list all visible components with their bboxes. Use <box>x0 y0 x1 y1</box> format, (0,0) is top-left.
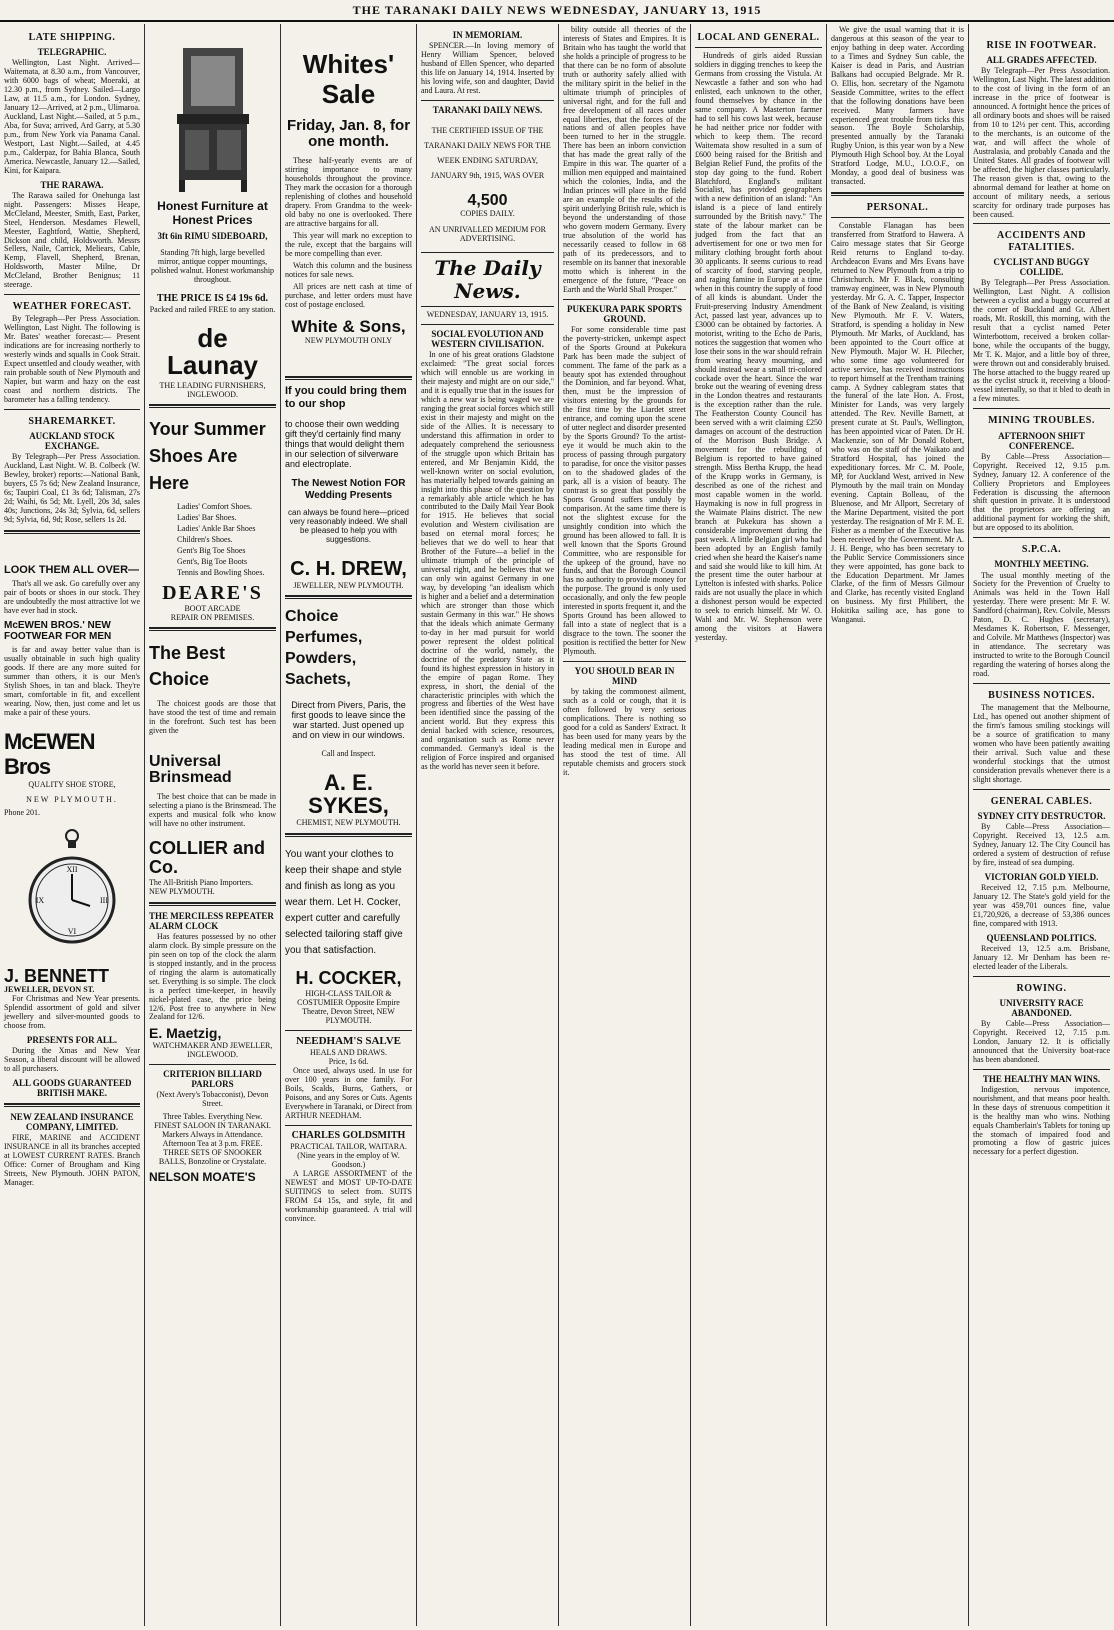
whites-town: NEW PLYMOUTH ONLY <box>304 336 393 346</box>
de-launay-town: INGLEWOOD. <box>187 389 238 399</box>
business-text: The management that the Melbourne, Ltd., has opened out another shipment of the firm's famous smiling stockings will be a source of gratification to many women who have been patiently awaiting their arrival. Such value and these wonderful stockings that the utmost consideration prevails whenever there is a slight shortage. <box>973 703 1110 784</box>
bear-in-mind-heading: YOU SHOULD BEAR IN MIND <box>574 666 675 687</box>
divider <box>285 833 412 837</box>
accidents-heading: ACCIDENTS AND FATALITIES. <box>996 230 1086 253</box>
column-5 <box>559 24 690 1626</box>
weather-text: By Telegraph—Per Press Association. Wellington, Last Night. The following is Mr. Bates' weather forecast:— Present indications are for increasing northerly to westerly winds and squalls in Cook Strait. Expect unsettled and cloudy weather, with rain probable south of New Plymouth and Napier, but warm and hazy on the east coast and northern districts. The barometer has a falling tendency. <box>4 314 140 404</box>
sideboard-packing: Packed and railed FREE to any station. <box>149 305 276 315</box>
wedding-gift-text: to choose their own wedding gift they'd certainly find many things that would delight them in our selection of silverware and electroplate. <box>285 418 405 470</box>
bear-in-mind-text: by taking the commonest ailment, such as a cold or cough, that it is often followed by very serious complications. There is nothing so good for a cold as Sanders' Extract. It has been used for many years by the leading medical men in Europe and has stood the test of time. All reputable chemists and grocers stock it. <box>563 687 686 777</box>
divider <box>4 409 140 410</box>
list-item: Ladies' Bar Shoes. <box>177 513 237 523</box>
svg-text:III: III <box>100 896 108 906</box>
svg-text:XII: XII <box>66 865 78 875</box>
divider <box>973 408 1110 409</box>
repeater-heading: THE MERCILESS REPEATER ALARM CLOCK <box>149 910 274 931</box>
divider <box>563 299 686 300</box>
footwear-subheading: ALL GRADES AFFECTED. <box>986 55 1097 66</box>
divider <box>4 530 140 534</box>
best-choice-text: The choicest goods are those that have stood the test of time and remain in the forefront. Such test has been given the <box>149 698 276 735</box>
list-item: Children's Shoes. <box>177 535 233 545</box>
goldsmith-sub: PRACTICAL TAILOR, WAITARA. <box>290 1141 407 1151</box>
needham-sub: HEALS AND DRAWS. <box>310 1048 387 1058</box>
brinsmead-heading: Universal Brinsmead <box>149 752 232 787</box>
cables-subheading: SYDNEY CITY DESTRUCTOR. <box>977 810 1106 821</box>
criterion-sub: (Next Avery's Tobacconist), Devon Street. <box>156 1090 269 1109</box>
memoriam-heading: IN MEMORIAM. <box>452 30 523 40</box>
divider <box>149 627 276 631</box>
spca-subheading: MONTHLY MEETING. <box>994 559 1089 570</box>
presents-heading: PRESENTS FOR ALL. <box>26 1035 118 1046</box>
divider <box>421 324 554 325</box>
goldsmith-text: (Nine years in the employ of W. Goodson.) <box>297 1150 400 1169</box>
wedding-gift-heading: If you could bring them to our shop <box>285 385 407 410</box>
list-item: Gent's Big Toe Shoes <box>177 546 246 556</box>
criterion-saloon: FINEST SALOON IN TARANAKI. <box>154 1121 271 1131</box>
bennett-heading: J. BENNETT <box>4 966 110 987</box>
whites-text-3: Watch this column and the business notices for sale news. <box>285 260 412 279</box>
divider <box>149 1064 276 1065</box>
local-general-text: Hundreds of girls aided Russian soldiers in digging trenches to keep the Germans from crossing the Vistula. At Newcastle a father and son who had enlisted, each unknown to the other, found themselves by chance in the same company. A Masterton farmer had to sell his cows last week, because he had neither price nor fodder with which to keep them. The record Waitemata show resulted in a sum of £600 being raised for the British and Belgian Relief Fund, the profits of the stop day going to the fund. Robert Blatchford, England's militant Socialist, has provided geographers with a new definition of an island: "An island is a piece of land entirely surrounded by the British navy." The state of the labour market can be judged from the fact that an advertisement for one or two men for military clothing brought forth about 30 applicants. It seems curious to read of scarcity of food, starving people, and raging famine in Europe at a time when in this country the supply of food of all kinds is abundant. Under the Fruit-preserving Industry Amendment Act, passed last year, advances up to £3000 can be obtained by factories. A motorist, writing to the Echo de Paris, notices the suggestion that women who lose their sons in the war should refrain from wearing heavy mourning, and should instead wear a small tri-colored cockade over the heart. Since the war broke out the wearing of evening dress in the London theatres and restaurants is the exception rather than the rule. The Featherston County Council has been served with a writ claiming £250 damages on account of the destruction of the Morrison Bush Bridge. A movement for the rebuilding of Belgium is reported to have gained strength. Miss Bertha Krupp, the head of the Krupp works in Germany, is described as one of the richest and most capable women in the world. Haymaking is now in full progress in the Waimate Plains district. The new branch at Pukekura has shown a considerable improvement during the past week. A little Belgian girl who had been adopted by an English family cried when she heard the Kaiser's name and said she would like to kill him. At the present time the outer harbour at Lyttelton is infested with sharks. Police raids are not usually the place in which a dishonest person would be expected to seek to enrich himself. Mr W. O. Wahl and Mr. W. Stephenson were among the visitors at Hawera yesterday. <box>695 51 822 643</box>
whites-sale-heading: Whites' Sale <box>302 49 395 109</box>
cocker-sub: HIGH-CLASS TAILOR & COSTUMIER Opposite Empire Theatre, Devon Street, NEW PLYMOUTH. <box>297 988 400 1025</box>
circulation-heading: TARANAKI DAILY NEWS. <box>432 104 543 115</box>
svg-text:VI: VI <box>67 927 77 937</box>
qld-text: Received 13, 12.5 a.m. Brisbane, January 12. Mr Denham has been re-elected leader of the Liberals. <box>973 943 1110 971</box>
rowing-subheading: UNIVERSITY RACE ABANDONED. <box>999 997 1084 1018</box>
sykes-sub: CHEMIST, NEW PLYMOUTH. <box>296 818 401 828</box>
goldsmith-heading: CHARLES GOLDSMITH <box>291 1129 406 1141</box>
de-launay-logo: de Launay <box>166 322 259 381</box>
rowing-text: By Cable—Press Association—Copyright. Received 12, 7.15 p.m. London, January 12. It is officially announced that the University boat-race has been abandoned. <box>973 1018 1110 1064</box>
criterion-sets: THREE SETS OF SNOOKER BALLS, Bonzoline or Crystalate. <box>158 1147 267 1166</box>
divider <box>973 223 1110 224</box>
sykes-logo: A. E. SYKES, <box>308 769 389 819</box>
sideboard-price: THE PRICE IS £4 19s 6d. <box>156 292 269 304</box>
cocker-logo: H. COCKER, <box>295 968 402 989</box>
local-general-continued: We give the usual warning that it is dangerous at this season of the year to enjoy bathing in deep water. According to a Times and Sydney Sun cable, the Kaiser is dead in Paris, and Austrian Balkans had occupied Belgrade. Mr R. O. Ellis, hon. secretary of the Ngamotu Seaside Committee, writes to the effect that the following donations have been received. Many farmers have experienced great trouble from ticks this season. The Boyle Scholarship, presented annually by the Taranaki Rugby Union, is this year won by a New Plymouth High School boy. At the Loyal Stratford Lodge, M.U., I.O.O.F., on Monday, a good deal of business was transacted. <box>831 25 964 187</box>
presents-text: During the Xmas and New Year Season, a liberal discount will be allowed to all purchasers. <box>4 1046 140 1074</box>
criterion-markers: Markers Always in Attendance. <box>162 1129 263 1139</box>
divider <box>421 306 554 307</box>
newest-notion-text: can always be found here—priced very reasonably indeed. We shall be pleased to help you with suggestions. <box>288 507 409 544</box>
perfumes-text: Direct from Pivers, Paris, the first goods to leave since the war started. Just opened up and on view in our windows. <box>291 699 406 740</box>
divider <box>4 1103 140 1107</box>
guaranteed-text: ALL GOODS GUARANTEED BRITISH MAKE. <box>12 1078 132 1099</box>
newest-notion-heading: The Newest Notion FOR Wedding Presents <box>291 478 406 501</box>
mcewen-phone: Phone 201. <box>4 808 40 818</box>
accidents-text: By Telegraph—Per Press Association. Wellington, Last Night. A collision between a cyclist and a buggy occurred at the corner of Buckland and Gt. Albert roads, Mt. Roskill, this morning, with the result that a cyclist named Peter Winterbottom, received a broken collar-bone, while the occupants of the buggy, Mr T. K. Major, and a little boy of three, were thrown out and considerably bruised. The horse attached to the buggy reared up as the cyclist struck it, receiving a blood-vessel internally, so that it bled to death in a few minutes. <box>973 278 1110 404</box>
column-1 <box>0 24 144 1626</box>
maetzig-logo: E. Maetzig, <box>149 1025 222 1042</box>
column-3 <box>281 24 416 1626</box>
gold-text: Received 12, 7.15 p.m. Melbourne, January 12. The State's gold yield for the year was 459,701 ounces fine, value £1,720,926, a decrease of 53,386 ounces fine, compared with 1913. <box>973 882 1110 928</box>
divider <box>973 537 1110 538</box>
mcewen-town: NEW PLYMOUTH. <box>26 795 118 805</box>
whites-firm: White & Sons, <box>291 316 406 336</box>
spca-text: The usual monthly meeting of the Society for the Prevention of Cruelty to Animals was held in the Town Hall yesterday. There were present: Mr F. W. Sandford (chairman), Rev. Colvile, Messrs Paton, D. C. Hughes (secretary), Mesdames K. Robertson, F. Messenger, and Colvile. Mr Matthews (Inspector) was in attendance. The secretary was instructed to write to the Borough Council regarding the watering of horses along the road. <box>973 570 1111 679</box>
qld-heading: QUEENSLAND POLITICS. <box>986 932 1097 943</box>
drew-sub: JEWELLER, NEW PLYMOUTH. <box>293 580 404 590</box>
daily-news-logo: The Daily News. <box>434 256 541 303</box>
local-general-heading: LOCAL AND GENERAL. <box>697 32 820 43</box>
footwear-text: By Telegraph—Per Press Association. Wellington, Last Night. The latest addition to the cost of living in the form of an increase in the price of footwear is announced. A fortnight hence the prices of all ordinary boots and shoes will be raised from 10 to 12½ per cent. This, according to the merchants, is an outcome of the war, and will affect the whole of Australasia, and probably Canada and the United States. All grades of footwear will be affected, the higher classes particularly. The reason given is that, owing to the abnormal demand for leather at home on account of military needs, a serious scarcity for ordinary trade purposes has been caused. <box>973 66 1110 219</box>
circulation-medium: AN UNRIVALLED MEDIUM FOR ADVERTISING. <box>429 225 546 244</box>
needham-heading: NEEDHAM'S SALVE <box>295 1034 402 1047</box>
column-2 <box>145 24 280 1626</box>
divider <box>695 47 822 48</box>
repeater-text: Has features possessed by no other alarm clock. By simple pressure on the pin seen on top of the clock the alarm is stopped instantly, and in the process of ringing the alarm is automatically set. Everything is so simple. The clock is a perfect time-keeper, in heavily nickel-plated case, the price being 12/6. Post free to anywhere in New Zealand for 12/6. <box>149 931 276 1022</box>
sideboard-text: Standing 7ft high, large bevelled mirror, antique copper mountings, polished walnut. Honest workmanship throughout. <box>150 248 275 284</box>
rarawa-text: The Rarawa sailed for Onehunga last night. Passengers: Misses Heape, McCleland, Meester, Smith, East, Parker, Steel, Henderson. Mesdames Flewell, Meester, Eaghtford, Wattie, Shepherd, Dickson and child, Holdsworth. Messrs Sellers, Naile, Carrick, Meliears, Cable, Kemp, Flavell, Shepherd, Brenan, Holdsworth, Master Milne, Dr McCleland, Brother Benignus; 11 steerage. <box>4 190 140 290</box>
editorial-continued: bility outside all theories of the interests of States and Empires. It is Britain who has taught the world that she holds a principle of progress to be that there can be no form of absolute truth or authority safely allied with the military spirit in the belief in the ultimate triumph of principles of universal right, and for the full and free development of all races under equal liberties, that the forces of the nations and of allen peoples have been turned to her in the struggle. There has been an inborn conviction that has made the great rally of the Empire in this war. The quarter of a million men equipped and maintained which the colonies, India, and the Indian princes will place in the field are an example of the results of the spirit underlying British rule, which is beyond the understanding of those who govern modern Germany. Every true absolution of the world has necessarily ceased to follow in 68 path of its predecessors, and to resemble on its banner that inexorable motto which is inherent in the emergence of the future, "Peace on Earth and the World Shall Prosper." <box>563 25 686 294</box>
brinsmead-text: The best choice that can be made in selecting a piano is the Brinsmead. The experts and musical folk who know will have no other instrument. <box>149 792 276 829</box>
personal-text: Constable Flanagan has been transferred from Stratford to Hawera. A Cairo message states that Sir George Reid returns to England to-day. Archdeacon Evans and Mrs Evans have returned to New Plymouth from a trip to Christchurch. Mr F. Black, consulting tramway engineer, was in New Plymouth yesterday. Mr G. A. C. Tapper, Inspector of the Bank of New Zealand, is visiting New Plymouth. Mr F. V. Waters, Stratford, is spending a holiday in New Plymouth. Mr Marks, of Auckland, has been appointed to the Court office at New Plymouth. Major W. H. Pilecher, who some time ago volunteered for active service, has received instructions to report himself at the Trentham training camp. A Sydney cablegram states that the funeral of the late Hon. A. Frost, Minister for Lands, was very largely attended. The Rev. Neville Barnett, at present curate at St. Paul's, Wellington, has been appointed vicar of Paten. Dr H. Mackenzie, son of Mr Donald Robert, who was on the staff of the Waikato and Stratford Hospital, has joined the expeditionary forces. Mr C. M. Poole, MP, for Auckland West, arrived in New Plymouth by the mail train on Monday evening. Captain Bolleau, of the Bluenose, and Mr Allport, Secretary of the Marine Department, visited the port yesterday. The resignation of Mr F. M. E. Fisher as a member of the Executive has been received by the Government. Mr A. J. H. Benge, who has been secretary to the Public Service Commissioners since they were appointed, has gone back to the Education Department. Mr James Clarke, of the firm of Messrs Gilmour and Clarke, has recently visited England on business. My first Philibert, the Hokitika sailing ace, has gone to Wanganui. <box>831 221 964 625</box>
masthead: THE TARANAKI DAILY NEWS WEDNESDAY, JANUARY 13, 1915 <box>0 0 1114 22</box>
pukekura-text: For some considerable time past the poverty-stricken, unkempt aspect of the Sports Ground at Pukekura Park has been made the subject of comment. The fame of the park as a beauty spot has extended throughout the Dominion, and far beyond. What, then, must be the impression of visitors entering by the grounds for the first time by the Liardet street entrance, and coming upon the scene of utter neglect and disorder presented by the Sports Ground? To the artist-eye it would be much akin to the process of passing through purgatory to paradise, for once the visitor passes on to the shadowed glades of the park, all is a vision of beauty. The contrast is so great that possibly the Sports Ground suffers unduly by comparison. At the same time there is not the slightest excuse for the unsightly condition into which the ground has been allowed to fall. It is well known that the Sports Ground Committee, who are responsible for the upkeep of the ground, have no funds, and that the Borough Council has no authority to provide money for the purpose. The ground is only used occasionally, and only the few people interested in sports frequent it, and the Sports Ground has been allowed to fall into a state of neglect that is a disgrace to the town. The sooner the position is rectified the better for New Plymouth. <box>563 324 686 657</box>
maetzig-sub: WATCHMAKER AND JEWELLER, INGLEWOOD. <box>152 1041 273 1060</box>
whites-text-2: This year will mark no exception to the rule, except that the bargains will be more compelling than ever. <box>285 230 412 258</box>
goldsmith-text-2: A LARGE ASSORTMENT of the NEWEST and MOST UP-TO-DATE SUITINGS to select from. SUITS FROM £4 15s, and style, fit and workmanship guaranteed. A trial will convince. <box>285 1168 412 1223</box>
editorial-text: In one of his great orations Gladstone exclaimed: "The great social forces which will ennoble us are working in their majesty and might are on our side," and it is equally true that in the issues for which a new war is being waged we are ranging the great social forces which still exist in their majesty and might on the side of the Allies. It is necessary to understand this affirmation in order to adequately comprehend the seriousness of the struggle upon which Britain has entered, and Mr Benjamin Kidd, the well-known writer on social evolution, has materially helped towards gaining an insight into this phase of the question by a remarkably able article which he has contributed to the Daily Mail Year Book for 1915. He believes that social evolution and Western civilisation are based on eternal moral forces; he believes that we do well to hear that Brother of the Future—a belief in the ultimate triumph of the principle of universal right, and he believes that we can only win against Germany in one way, by developing "an idealism which is higher and a belief and a determination which are stronger than those which sustain Germany in this war." He shows that the ideals which animate Germany to-day in her mad pursuit for world power represent the oldest political doctrine of the world, namely, the doctrine of the predatory State as it found its highest expression in history in the empire of pagan Rome. They express, in short, the denial of the characteristic principles with which the progress and liberties of the West have been identified since the passing of the ancient world. But they express this denial backed with science, resources, and organisation such as Rome never commanded. Germany's ideal is the religion of Force inspired and organised as the world has never seen it before. <box>421 350 554 772</box>
spca-heading: S.P.C.A. <box>1021 544 1062 556</box>
criterion-heading: CRITERION BILLIARD PARLORS <box>163 1069 262 1090</box>
healthy-heading: THE HEALTHY MAN WINS. <box>982 1073 1101 1084</box>
nelson-moates-logo: NELSON MOATE'S <box>149 1169 256 1184</box>
issue-date: WEDNESDAY, JANUARY 13, 1915. <box>426 310 549 320</box>
look-text: That's all we ask. Go carefully over any pair of boots or shoes in our stock. They are undoubtedly the most attractive lot we have ever had in stock. <box>4 579 140 616</box>
circulation-text-2: COPIES DAILY. <box>460 208 515 218</box>
divider <box>421 252 554 253</box>
divider <box>149 902 276 906</box>
collier-sub: The All-British Piano Importers. <box>149 877 253 887</box>
furniture-heading: Honest Furniture at Honest Prices <box>157 199 268 227</box>
cocker-text: You want your clothes to keep their shape and style and finish as long as you wear them. Let H. Cocker, expert cutter and carefully selected tailoring staff give you that satisfaction. <box>285 849 403 957</box>
footwear-heading: RISE IN FOOTWEAR. <box>986 40 1097 51</box>
divider <box>149 404 276 408</box>
mcewen-sub: QUALITY SHOE STORE, <box>28 780 116 790</box>
divider <box>285 1030 412 1031</box>
deares-sub: BOOT ARCADE <box>184 603 241 613</box>
divider <box>285 376 412 380</box>
whites-text-4: All prices are nett cash at time of purchase, and letter orders must have cost of postage enclosed. <box>285 281 412 309</box>
list-item: Gent's, Big Toe Boots <box>177 557 248 567</box>
rarawa-heading: THE RARAWA. <box>40 179 104 190</box>
stock-exchange-subheading: AUCKLAND STOCK EXCHANGE. <box>29 431 115 452</box>
divider <box>831 192 964 196</box>
nz-insurance-heading: NEW ZEALAND INSURANCE COMPANY, LIMITED. <box>10 1112 134 1133</box>
divider <box>4 294 140 295</box>
shoes-list <box>177 503 276 578</box>
rowing-heading: ROWING. <box>1016 982 1067 994</box>
column-6 <box>691 24 826 1626</box>
telegraphic-subheading: TELEGRAPHIC. <box>37 47 107 58</box>
pukekura-heading: PUKEKURA PARK SPORTS GROUND. <box>566 303 683 324</box>
list-item: Ladies' Comfort Shoes. <box>177 502 252 512</box>
mcewen-heading: McEWEN BROS.' NEW FOOTWEAR FOR MEN <box>4 620 112 643</box>
sideboard-heading: 3ft 6in RIMU SIDEBOARD, <box>157 230 268 241</box>
cables-heading: GENERAL CABLES. <box>990 795 1093 807</box>
circulation-number: 4,500 <box>467 191 508 209</box>
whites-sale-date: Friday, Jan. 8, for one month. <box>286 116 411 150</box>
mining-subheading: AFTERNOON SHIFT CONFERENCE. <box>998 430 1085 451</box>
divider <box>973 683 1110 684</box>
best-choice-heading: The Best Choice <box>149 643 226 689</box>
mining-heading: MINING TROUBLES. <box>988 415 1095 427</box>
column-8 <box>969 24 1114 1626</box>
business-heading: BUSINESS NOTICES. <box>988 689 1095 701</box>
mining-text: By Cable—Press Association—Copyright. Received 12, 9.15 p.m. Sydney, January 12. A conference of the Colliery Proprietors and Employees Federation is discussing the afternoon shift question in private. It is understood that the proprietors are offering an additional payment for working the shift, but are opposed to its abolition. <box>973 451 1110 533</box>
criterion-tables: Three Tables. Everything New. <box>162 1112 263 1122</box>
mcewen-logo: McEWEN Bros <box>4 729 95 779</box>
bennett-sub: JEWELLER, DEVON ST. <box>4 985 95 995</box>
gold-heading: VICTORIAN GOLD YIELD. <box>984 871 1099 882</box>
memoriam-text: SPENCER.—In loving memory of Henry William Spencer, beloved husband of Ellen Spencer, who departed this life on January 14, 1914. Inserted by his loving wife, son and daughter, David and Laura. At rest. <box>421 41 554 95</box>
deares-logo: DEARE'S <box>162 582 263 605</box>
divider <box>831 217 964 218</box>
svg-text:IX: IX <box>35 896 45 906</box>
healthy-text: Indigestion, nervous impotence, nourishment, and that means poor health. In these days of strenuous competition it is the healthy man who wins. Nothing equals Chamberlain's Tablets for toning up the stomach of impaired food and promoting a flow of gastric juices necessary for a perfect digestion. <box>973 1084 1110 1157</box>
collier-town: NEW PLYMOUTH. <box>149 886 215 896</box>
divider <box>973 1069 1110 1070</box>
divider <box>285 595 412 599</box>
sharemarket-text: By Telegraph—Per Press Association. Auckland, Last Night. W. B. Colbeck (W. Bewley, broker) reports:—National Bank, buyers, £5 7s 6d; New Zealand Insurance, 6s; Taupiri Coal, £1 3s 6d; Talisman, 27s 2d; Waihi, 6s 5d; Mt. Lyell, 20s 3d, sales 40s; Junctions, 24s 3d; Sylvia, 6d, sellers 9d; Sylvia, 6d, 9d; Rose, sellers 1s 2d. <box>4 452 140 524</box>
shipping-text: Wellington, Last Night. Arrived—Waitemata, at 8.30 a.m., from Vancouver, with 6000 bags of wheat; Moeraki, at 12.30 p.m., from Sydney. Sailed—Largo Law, at 11.5 a.m., for London. Sydney, January 12—Arrived, at 2 p.m., Ulimaroa. Auckland, Last Night.—Sailed, at 5 p.m., Aba, for Suva; arrived, Ard Garry, at 5.30 p.m., from New York via Panama Canal. Westport, Last Night.—Sailed, at 4.45 p.m., Calderpaz, for Bahia Blanca, South America. Newcastle, January 12.—Sailed, Kini, for Kaipara. <box>4 58 140 175</box>
divider <box>973 789 1110 790</box>
call-inspect: Call and Inspect. <box>321 748 376 758</box>
circulation-text: THE CERTIFIED ISSUE OF THE TARANAKI DAILY NEWS FOR THE WEEK ENDING SATURDAY, JANUARY 9th, 1915, WAS OVER <box>424 125 551 181</box>
accidents-subheading: CYCLIST AND BUGGY COLLIDE. <box>993 256 1090 277</box>
column-4 <box>417 24 558 1626</box>
bennett-text: For Christmas and New Year presents. Splendid assortment of gold and silver jewellery and silver-mounted goods to choose from. <box>4 994 140 1031</box>
whites-text: These half-yearly events are of stirring importance to many households throughout the province. They mark the occasion for a thorough replenishing of clothes and household drapery. From Grandma to the week-old baby no one is overlooked. There are attractive bargains for all. <box>285 156 412 228</box>
weather-heading: WEATHER FORECAST. <box>12 301 132 313</box>
sideboard-illustration <box>173 44 253 196</box>
divider <box>973 976 1110 977</box>
list-item: Ladies' Ankle Bar Shoes <box>177 524 256 534</box>
divider <box>421 100 554 101</box>
sharemarket-heading: SHAREMARKET. <box>28 415 116 427</box>
nz-insurance-text: FIRE, MARINE and ACCIDENT INSURANCE in all its branches accepted at LOWEST CURRENT RATES. Branch Office: Corner of Brougham and King Streets, New Plymouth. JOHN PATON, Manager. <box>4 1133 140 1188</box>
drew-logo: C. H. DREW, <box>290 557 407 580</box>
editorial-heading: SOCIAL EVOLUTION AND WESTERN CIVILISATION. <box>431 329 544 350</box>
divider <box>285 1125 412 1126</box>
collier-logo: COLLIER and Co. <box>149 838 265 877</box>
needham-text: Once used, always used. In use for over 100 years in one family. For Boils, Scalds, Burns, Gathers, or Poisons, and any Sores or Cuts. Agents Everywhere in Taranaki, or Direct from ARTHUR NEEDHAM. <box>285 1066 412 1120</box>
pocket-watch-icon <box>28 826 116 958</box>
needham-price: Price, 1s 6d. <box>328 1057 369 1067</box>
perfumes-heading: Choice Perfumes, Powders, Sachets, <box>285 608 363 688</box>
de-launay-sub: THE LEADING FURNISHERS, <box>159 380 266 390</box>
divider <box>563 661 686 662</box>
column-7 <box>827 24 968 1626</box>
deares-repair: REPAIR ON PREMISES. <box>170 612 255 622</box>
mcewen-text: is far and away better value than is usually obtainable in such high quality goods. If there are any more suited for summer than others, it is our Men's Stylish Shoes, in tan and black. They're smart, comfortable in fit, and excellent wearing. Now, then, just come and let us make a pair of these yours. <box>4 645 140 718</box>
shipping-heading: LATE SHIPPING. <box>28 32 116 43</box>
personal-heading: PERSONAL. <box>866 202 929 214</box>
look-heading: LOOK THEM ALL OVER— <box>4 563 140 576</box>
summer-shoes-heading: Your Summer Shoes Are Here <box>149 419 266 494</box>
criterion-tea: Afternoon Tea at 3 p.m. FREE. <box>162 1138 263 1148</box>
cables-text: By Cable—Press Association—Copyright. Received 13, 12.5 a.m. Sydney, January 12. The City Council has ordered a system of destruction of refuse by fire, instead of sea dumping. <box>973 822 1110 867</box>
list-item: Tennis and Bowling Shoes. <box>177 568 265 578</box>
